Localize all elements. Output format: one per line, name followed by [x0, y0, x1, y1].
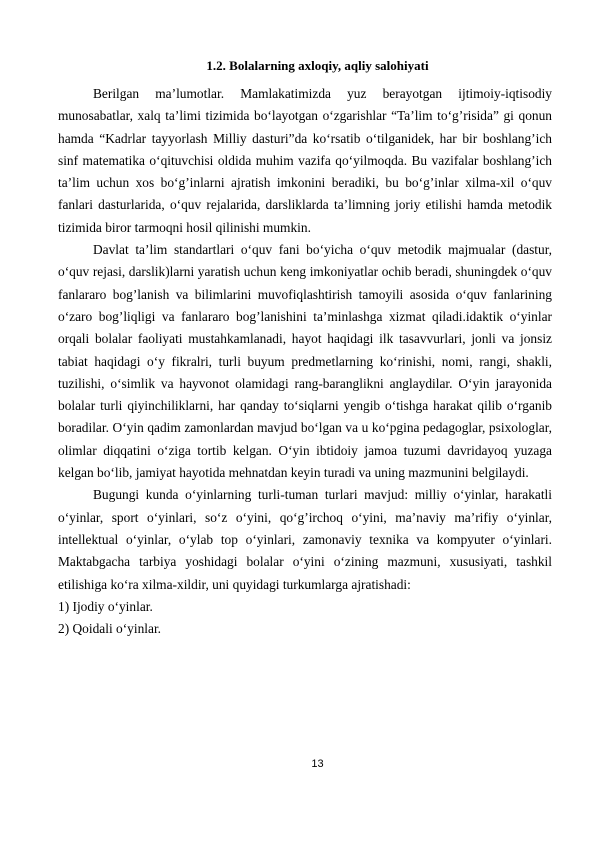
list-item: 1) Ijodiy o‘yinlar. [58, 598, 153, 614]
paragraph: Bugungi kunda o‘yinlarning turli-tuman turlari mavjud: milliy o‘yinlar, harakatli o‘yinlar, sport o‘yinlari, so‘z o‘yini, qo‘g’irchoq o‘yini, ma’naviy ma’rifiy o‘yinlar, intellektual o‘yinlar, o‘ylab top o‘yinlari, zamonaviy texnika va kompyuter o‘yinlari. Maktabgacha tarbiya yoshidagi bolalar o‘yini o‘zining mazmuni, xususiyati, tashkil etilishiga ko‘ra xilma-xildir, uni quyidagi turkumlarga ajratishadi: [58, 487, 552, 592]
page-number: 13 [311, 758, 324, 770]
list-item: 2) Qoidali o‘yinlar. [58, 621, 162, 637]
paragraph: Berilgan ma’lumotlar. Mamlakatimizda yuz berayotgan ijtimoiy-iqtisodiy munosabatlar, xalq ta’limi tizimida bo‘layotgan o‘zgarishlar “Ta’lim to‘g’risida” gi qonun hamda “Kadrlar tayyorlash Milliy dasturi”da ko‘rsatib o‘tilganidek, har bir boshlang’ich sinf matematika o‘qituvchisi oldida muhim vazifa qo‘yilmoqda. Bu vazifalar boshlang’ich ta’lim uchun xos bo‘g’inlarni ajratish imkonini beradiki, bu bo‘g’inlar xilma-xil o‘quv fanlari dasturlarida, o‘quv rejalarida, darsliklarda ta’limning joriy etilishi hamda metodik tizimida biror tarmoqni hosil qilinishi mumkin. [58, 86, 552, 235]
body-text [58, 83, 552, 640]
paragraph: Davlat ta’lim standartlari o‘quv fani bo‘yicha o‘quv metodik majmualar (dastur, o‘quv rejasi, darslik)larni yaratish uchun keng imkoniyatlar ochib beradi, shuningdek o‘quv fanlararo bog’lanish va bilimlarini muvofiqlashtirish tamoyili asosida o‘quv fanlarining o‘zaro bog’liqligi va fanlararo bog’lanishini ta’minlashga xizmat qiladi.idaktik o‘yinlar orqali bolalar faoliyati mustahkamlanadi, hayot haqidagi ilk tasavvurlari, jonli va jonsiz tabiat haqidagi o‘y fikralri, turli buyum predmetlarning ko‘rinishi, nomi, rangi, shakli, tuzilishi, o‘simlik va hayvonot olamidagi rang-baranglikni anglaydilar. O‘yin jarayonida bolalar turli qiyinchiliklarni, har qanday to‘siqlarni yengib o‘tishga harakat qilib o‘rganib boradilar. O‘yin qadim zamonlardan mavjud bo‘lgan va u ko‘pgina pedagoglar, psixologlar, olimlar diqqatini o‘ziga tortib kelgan. O‘yin ibtidoiy jamoa tuzumi davridayoq yuzaga kelgan bo‘lib, jamiyat hayotida mehnatdan keyin turadi va uning mazmunini belgilaydi. [58, 242, 552, 481]
section-heading: 1.2. Bolalarning axloqiy, aqliy salohiyati [206, 58, 429, 73]
